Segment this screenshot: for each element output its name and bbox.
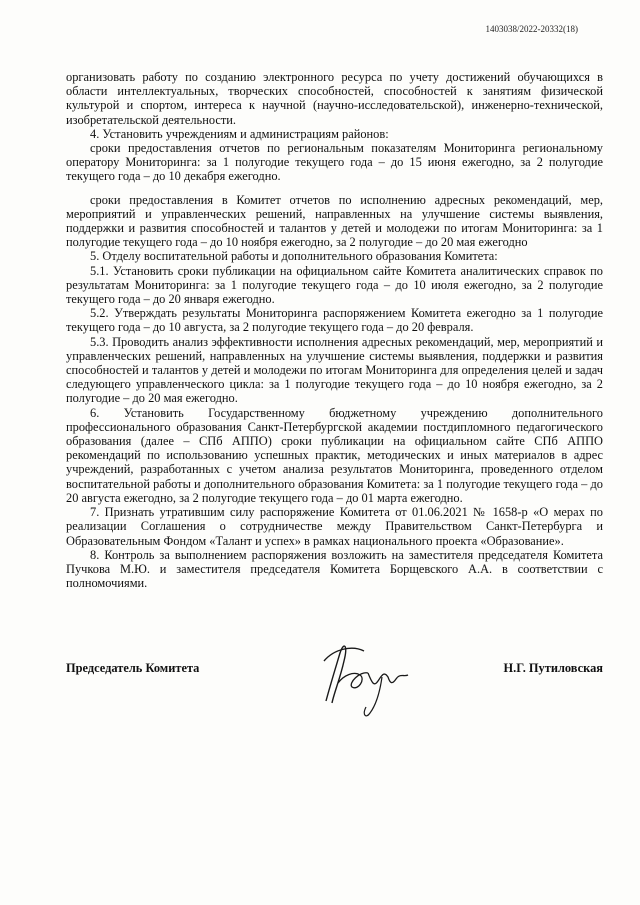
paragraph: 5. Отделу воспитательной работы и дополнительного образования Комитета: xyxy=(90,249,498,264)
paragraph: организовать работу по созданию электронного ресурса по учету достижений обучающихся в области интеллектуальных, творческих способностей, способностей к занятиям физической культурой и спортом, интереса к научной (научно-исследовательской), инженерно-технической, изобретательской деятельности. xyxy=(66,70,603,127)
handwritten-signature xyxy=(304,631,424,726)
paragraph: 5.1. Установить сроки публикации на официальном сайте Комитета аналитических справок по результатам Мониторинга: за 1 полугодие текущего года – до 10 июля ежегодно, за 2 полугодие текущего года – до 20 января ежегодно. xyxy=(66,263,603,307)
paragraph: 7. Признать утратившим силу распоряжение Комитета от 01.06.2021 № 1658-р «О мерах по реализации Соглашения о сотрудничестве между Правительством Санкт-Петербурга и Образовательным Фондом «Талант и успех» в рамках национального проекта «Образование». xyxy=(66,505,603,548)
paragraph: 6. Установить Государственному бюджетному учреждению дополнительного профессионального образования Санкт-Петербургской академии постдипломного педагогического образования (далее – СПб АППО) сроки публикации на официальном сайте СПб АППО рекомендаций по использованию успешных практик, методических и иных материалов в адрес учреждений, разработанных с учетом анализа результатов Мониторинга, проведенного отделом воспитательной работы и дополнительного образования Комитета: за 1 полугодие текущего года – до 20 августа ежегодно, за 2 полугодие текущего года – до 01 марта ежегодно. xyxy=(66,405,603,505)
signer-position: Председатель Комитета xyxy=(66,661,200,675)
signature-block xyxy=(66,661,603,741)
signer-name: Н.Г. Путиловская xyxy=(503,661,603,675)
paragraph: сроки предоставления в Комитет отчетов по исполнению адресных рекомендаций, мер, мероприятий и управленческих решений, направленных на улучшение системы выявления, поддержки и развития способностей и талантов у детей и молодежи по итогам Мониторинга: за 1 полугодие текущего года – до 10 ноября ежегодно, за 2 полугодие – до 20 мая ежегодно xyxy=(66,192,603,250)
paragraph: 5.2. Утверждать результаты Мониторинга распоряжением Комитета ежегодно за 1 полугодие текущего года – до 10 августа, за 2 полугодие текущего года – до 20 февраля. xyxy=(66,306,603,335)
paragraph: 4. Установить учреждениям и администрациям районов: xyxy=(90,126,389,141)
paragraph: 8. Контроль за выполнением распоряжения возложить на заместителя председателя Комитета Пучкова М.Ю. и заместителя председателя Комитета Борщевского А.А. в соответствии с полномочиями. xyxy=(66,547,603,591)
paragraph: сроки предоставления отчетов по региональным показателям Мониторинга региональному оператору Мониторинга: за 1 полугодие текущего года – до 15 июня ежегодно, за 2 полугодие текущего года – до 10 декабря ежегодно. xyxy=(66,141,603,184)
document-body xyxy=(66,70,603,590)
paragraph: 5.3. Проводить анализ эффективности исполнения адресных рекомендаций, мер, мероприятий и управленческих решений, направленных на улучшение системы выявления, поддержки и развития способностей и талантов у детей и молодежи по итогам Мониторинга для определения целей и задач следующего управленческого цикла: за 1 полугодие текущего года – до 10 ноября ежегодно, за 2 полугодие – до 20 мая ежегодно. xyxy=(66,334,603,406)
document-number: 1403038/2022-20332(18) xyxy=(485,24,578,34)
